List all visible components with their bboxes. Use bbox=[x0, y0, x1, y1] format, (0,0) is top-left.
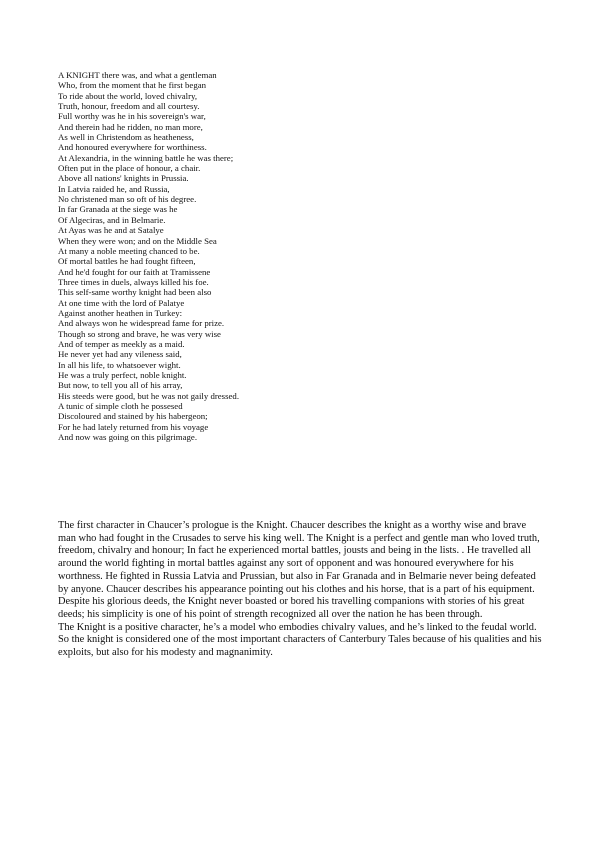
essay-paragraph-2: The Knight is a positive character, he’s a model who embodies chivalry values, and he’s linked to the feudal world. So the knight is considered one of the most important characters of Canterbury Tales because of his qualities and his exploits, but also for his modesty and magnanimity. bbox=[58, 621, 542, 659]
poem-line: Above all nations' knights in Prussia. bbox=[58, 173, 189, 184]
poem-line: He was a truly perfect, noble knight. bbox=[58, 369, 187, 380]
poem-line: And therein had he ridden, no man more, bbox=[58, 121, 203, 132]
poem-line: No christened man so oft of his degree. bbox=[58, 194, 197, 205]
poem-line: Of Algeciras, and in Belmarie. bbox=[58, 214, 166, 225]
poem-line: In Latvia raided he, and Russia, bbox=[58, 183, 170, 194]
poem-line: Full worthy was he in his sovereign's war, bbox=[58, 111, 206, 122]
poem-line: And always won he widespread fame for prize. bbox=[58, 318, 225, 329]
poem-line: Of mortal battles he had fought fifteen, bbox=[58, 256, 196, 267]
poem-line: A tunic of simple cloth he possesed bbox=[58, 401, 183, 411]
poem-line: For he had lately returned from his voyage bbox=[58, 421, 209, 432]
poem-line: In all his life, to whatsoever wight. bbox=[58, 359, 181, 370]
poem-line: And honoured everywhere for worthiness. bbox=[58, 142, 207, 153]
poem-line: But now, to tell you all of his array, bbox=[58, 380, 183, 391]
poem-line: And he'd fought for our faith at Tramissene bbox=[58, 266, 211, 277]
poem-line: To ride about the world, loved chivalry, bbox=[58, 90, 198, 101]
poem-line: Three times in duels, always killed his foe. bbox=[58, 276, 209, 287]
poem-line: Discoloured and stained by his habergeon; bbox=[58, 411, 208, 422]
poem-line: He never yet had any vileness said, bbox=[58, 349, 182, 360]
poem-line: His steeds were good, but he was not gaily dressed. bbox=[58, 390, 240, 401]
poem-line: This self-same worthy knight had been also bbox=[58, 287, 212, 298]
poem-line: Often put in the place of honour, a chair. bbox=[58, 163, 201, 174]
poem-line: Who, from the moment that he first began bbox=[58, 80, 207, 91]
poem-line: At one time with the lord of Palatye bbox=[58, 297, 185, 308]
poem-line: A KNIGHT there was, and what a gentleman bbox=[58, 70, 217, 80]
poem-line: And now was going on this pilgrimage. bbox=[58, 432, 198, 443]
poem-line: At many a noble meeting chanced to be. bbox=[58, 245, 200, 256]
poem-line: In far Granada at the siege was he bbox=[58, 204, 178, 215]
poem-line: When they were won; and on the Middle Sea bbox=[58, 235, 217, 246]
poem-line: As well in Christendom as heatheness, bbox=[58, 132, 194, 143]
poem-line: And of temper as meekly as a maid. bbox=[58, 338, 185, 349]
poem-line: At Alexandria, in the winning battle he was there; bbox=[58, 152, 234, 163]
poem-line: Truth, honour, freedom and all courtesy. bbox=[58, 101, 200, 112]
poem-excerpt bbox=[58, 70, 358, 442]
essay-text bbox=[58, 520, 544, 660]
poem-line: Though so strong and brave, he was very wise bbox=[58, 328, 221, 339]
essay-paragraph-1: The first character in Chaucer’s prologue is the Knight. Chaucer describes the knight as a worthy wise and brave man who had fought in the Crusades to serve his king well. The Knight is a perfect and gentle man who loved truth, freedom, chivalry and honour; In fact he experienced mortal battles, jousts and being in the lists. . He travelled all around the world fighting in mortal battles against any sort of opponent and was honoured everywhere for his worthness. He fighted in Russia Latvia and Prussian, but also in Far Granada and in Belmarie never being defeated by anyone. Chaucer describes his appearance pointing out his clothes and his horse, that is a part of his equipment. Despite his glorious deeds, the Knight never boasted or bored his travelling companions with stories of his great deeds; his simplicity is one of his point of strength recognized all over the nation he has been through. bbox=[58, 520, 540, 620]
poem-line: At Ayas was he and at Satalye bbox=[58, 225, 164, 236]
poem-line: Against another heathen in Turkey: bbox=[58, 307, 183, 318]
